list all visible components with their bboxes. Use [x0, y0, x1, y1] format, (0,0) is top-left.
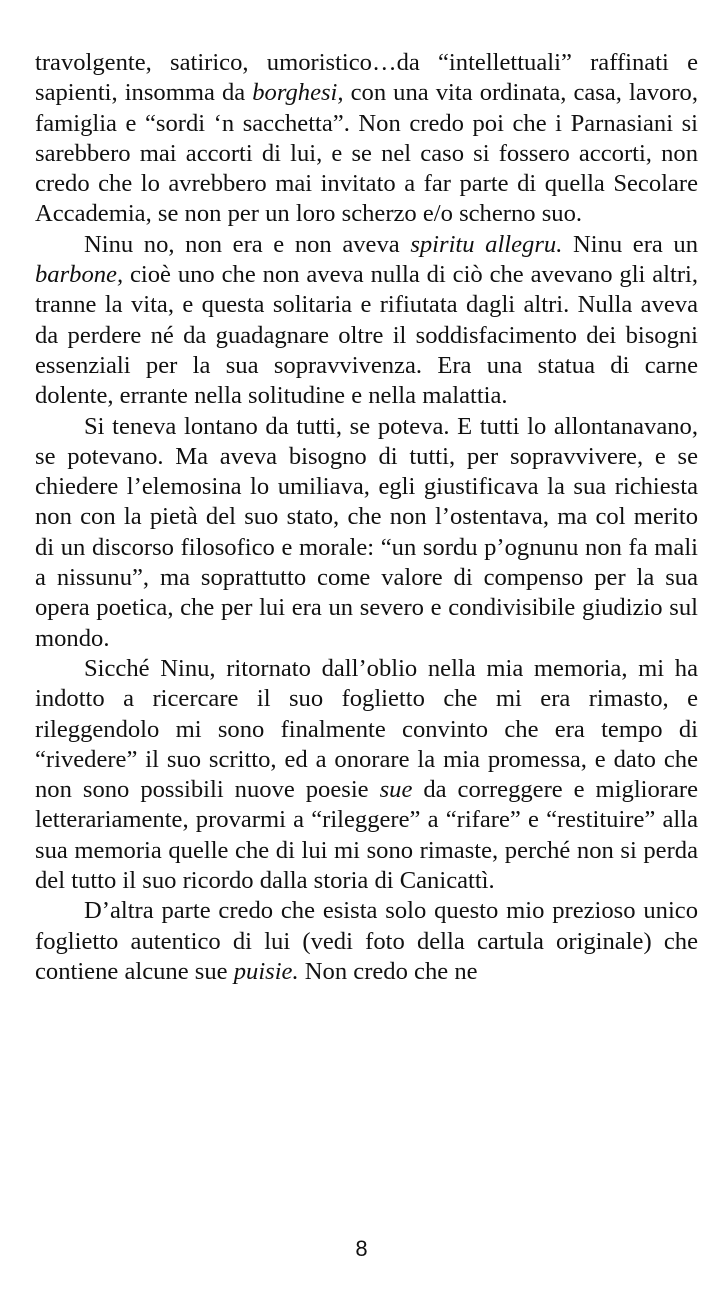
- text-segment: travolgente, satirico, umoristico…da “intellettuali” raffinati e sapienti, insomma da: [35, 49, 698, 107]
- paragraph: [35, 896, 698, 987]
- text-segment: con una vita ordinata, casa, lavoro, famiglia e “sordi ‘n sacchetta”. Non credo poi che i Parnasiani si sarebbero mai accorti di lui, e se nel caso si fossero accorti, non credo che lo avrebbero mai invitato a far parte di quella Secolare Accademia, se non per un loro scherzo e/o scherno suo.: [35, 79, 698, 228]
- text-segment: D’altra parte credo che esista solo questo mio prezioso unico foglietto autentico di lui (vedi foto della cartula originale) che contiene alcune sue: [35, 897, 698, 985]
- text-segment: cioè uno che non aveva nulla di ciò che avevano gli altri, tranne la vita, e questa solitaria e rifiutata dagli altri. Nulla aveva da perdere né da guadagnare oltre il soddisfacimento dei bisogni essenziali per la sua sopravvivenza. Era una statua di carne dolente, errante nella solitudine e nella malattia.: [35, 261, 698, 410]
- text-segment: Si teneva lontano da tutti, se poteva. E tutti lo allontanavano, se potevano. Ma aveva bisogno di tutti, per sopravvivere, e se chiedere l’elemosina lo umiliava, egli giustificava la sua richiesta non con la pietà del suo stato, che non l’ostentava, ma col merito di un discorso filosofico e morale: “un sordu p’ognunu non fa mali a nissunu”, ma soprattutto come valore di compenso per la sua opera poetica, che per lui era un severo e condivisibile giudizio sul mondo.: [35, 412, 698, 652]
- text-segment: da correggere e migliorare letterariamente, provarmi a “rileggere” a “rifare” e “restituire” alla sua memoria quelle che di lui mi sono rimaste, perché non si perda del tutto il suo ricordo dalla storia di Canicattì.: [35, 776, 698, 895]
- paragraph: [35, 230, 698, 412]
- page-number: 8: [355, 1236, 368, 1261]
- text-segment: Non credo che ne: [298, 957, 478, 985]
- body-text: [35, 48, 698, 987]
- italic-segment: spiritu allegru.: [410, 230, 563, 258]
- text-segment: Sicché Ninu, ritornato dall’oblio nella mia memoria, mi ha indotto a ricercare il suo foglietto che mi era rimasto, e rileggendolo mi sono finalmente convinto che era tempo di “rivedere” il suo scritto, ed a onorare la mia promessa, e dato che non sono possibili nuove poesie: [35, 654, 698, 804]
- italic-segment: sue: [379, 776, 413, 804]
- paragraph: [35, 412, 698, 654]
- italic-segment: barbone,: [35, 261, 124, 289]
- italic-segment: borghesi,: [252, 79, 344, 107]
- paragraph: [35, 654, 698, 896]
- italic-segment: puisie.: [233, 957, 299, 985]
- text-segment: Ninu no, non era e non aveva: [84, 230, 411, 258]
- text-segment: Ninu era un: [562, 230, 699, 258]
- paragraph: [35, 48, 698, 230]
